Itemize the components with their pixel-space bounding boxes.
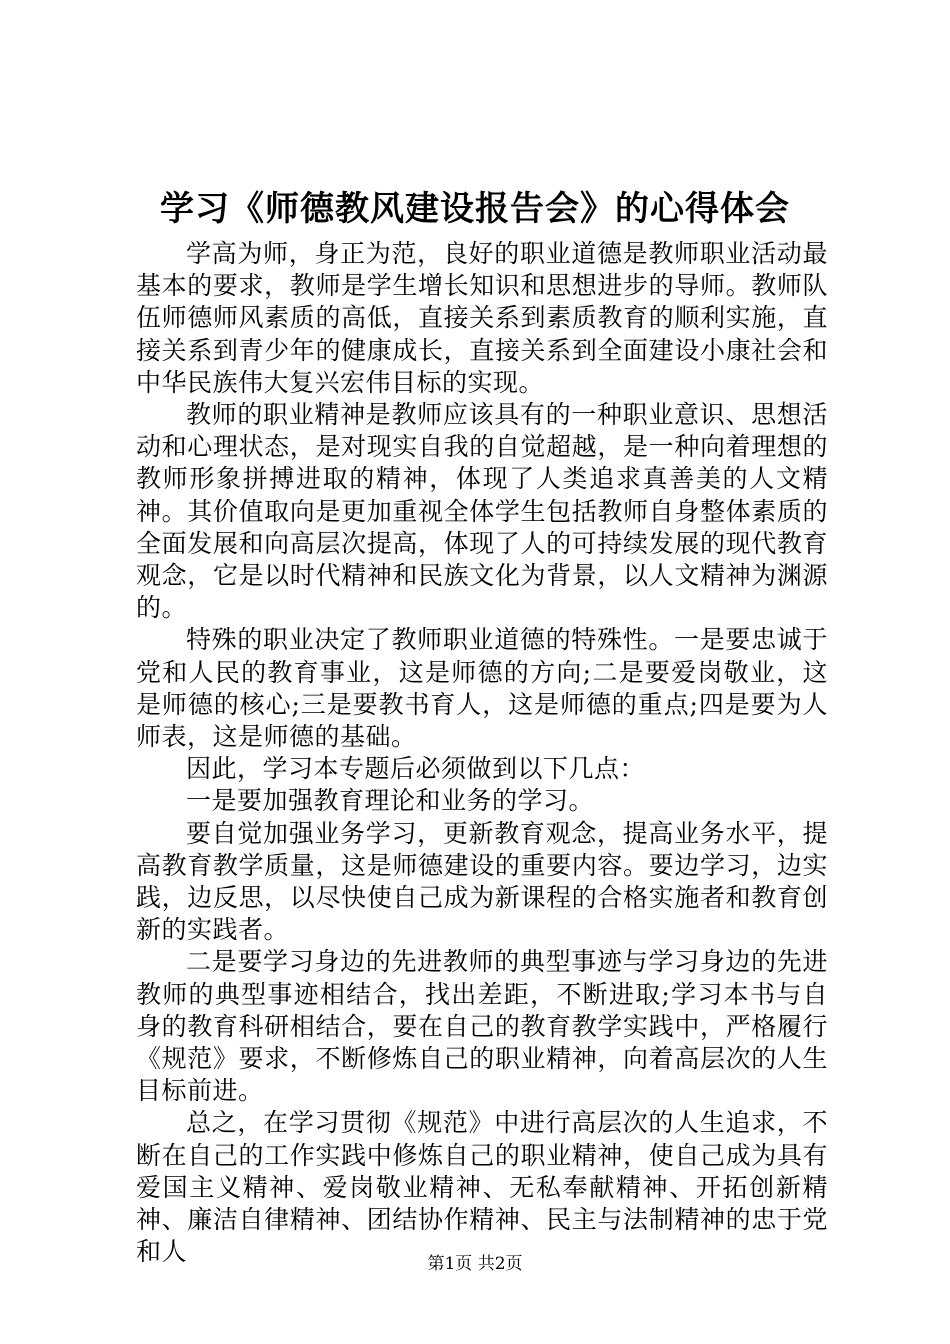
paragraph: 特殊的职业决定了教师职业道德的特殊性。一是要忠诚于党和人民的教育事业，这是师德的方向;二是要爱岗敬业，这是师德的核心;三是要教书育人，这是师德的重点;四是要为人师表，这是师德的基础。	[136, 625, 828, 752]
page-number-footer: 第1页 共2页	[427, 1254, 523, 1274]
paragraph: 因此，学习本专题后必须做到以下几点：	[186, 754, 646, 784]
paragraph: 学高为师，身正为范，良好的职业道德是教师职业活动最基本的要求，教师是学生增长知识和思想进步的导师。教师队伍师德师风素质的高低，直接关系到素质教育的顺利实施，直接关系到青少年的健康成长，直接关系到全面建设小康社会和中华民族伟大复兴宏伟目标的实现。	[136, 239, 828, 397]
document-body	[136, 238, 828, 1269]
paragraph: 二是要学习身边的先进教师的典型事迹与学习身边的先进教师的典型事迹相结合，找出差距，不断进取;学习本书与自身的教育科研相结合，要在自己的教育教学实践中，严格履行《规范》要求，不断修炼自己的职业精神，向着高层次的人生目标前进。	[136, 947, 828, 1106]
paragraph: 一是要加强教育理论和业务的学习。	[186, 786, 595, 816]
paragraph: 教师的职业精神是教师应该具有的一种职业意识、思想活动和心理状态，是对现实自我的自觉超越，是一种向着理想的教师形象拼搏进取的精神，体现了人类追求真善美的人文精神。其价值取向是更加重视全体学生包括教师自身整体素质的全面发展和向高层次提高，体现了人的可持续发展的现代教育观念，它是以时代精神和民族文化为背景，以人文精神为渊源的。	[136, 400, 828, 623]
paragraph: 总之，在学习贯彻《规范》中进行高层次的人生追求，不断在自己的工作实践中修炼自己的职业精神，使自己成为具有爱国主义精神、爱岗敬业精神、无私奉献精神、开拓创新精神、廉洁自律精神、团结协作精神、民主与法制精神的忠于党和人	[136, 1108, 828, 1267]
document-title: 学习《师德教风建设报告会》的心得体会	[160, 189, 790, 229]
paragraph: 要自觉加强业务学习，更新教育观念，提高业务水平，提高教育教学质量，这是师德建设的重要内容。要边学习，边实践，边反思，以尽快使自己成为新课程的合格实施者和教育创新的实践者。	[136, 818, 828, 945]
